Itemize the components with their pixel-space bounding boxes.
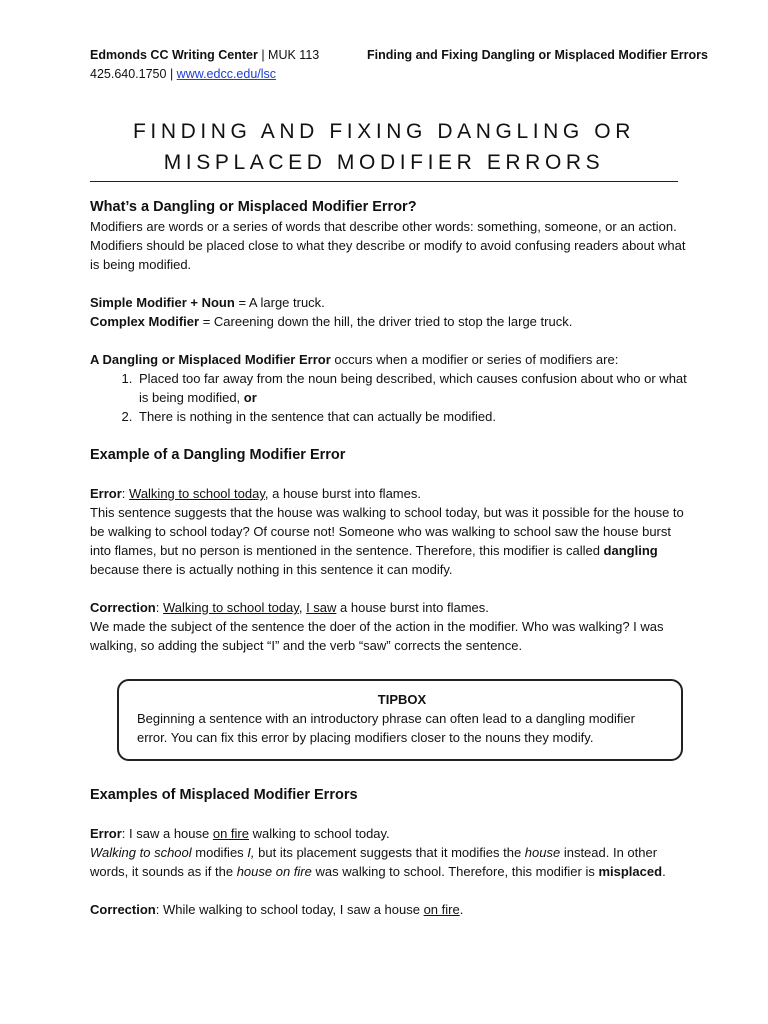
title-divider xyxy=(90,181,678,182)
dangling-explanation-b: because there is actually nothing in this sentence it can modify. xyxy=(90,562,453,577)
misplaced-correction-a: : While walking to school today, I saw a house xyxy=(155,902,424,917)
misplaced-error-line xyxy=(90,824,690,843)
misplaced-term: misplaced xyxy=(598,864,663,879)
misplaced-error-b: walking to school today. xyxy=(249,826,390,841)
dangling-explanation xyxy=(90,503,690,579)
list-item-1-or: or xyxy=(243,390,257,405)
complex-modifier-label: Complex Modifier xyxy=(90,314,200,329)
misplaced-explanation xyxy=(90,843,690,881)
simple-modifier-text: = A large truck. xyxy=(234,295,325,310)
simple-modifier-label: Simple Modifier + Noun xyxy=(90,295,235,310)
section-heading-misplaced-examples: Examples of Misplaced Modifier Errors xyxy=(90,787,358,803)
dangling-error-modifier: Walking to school today xyxy=(129,486,265,501)
misplaced-ex-italic-4: house on fire xyxy=(236,864,312,879)
header-doc-title: Finding and Fixing Dangling or Misplaced Modifier Errors xyxy=(367,48,708,62)
complex-modifier-text: = Careening down the hill, the driver tried to stop the large truck. xyxy=(199,314,573,329)
header-room: MUK 113 xyxy=(268,48,320,62)
dangling-correction-modifier: Walking to school today xyxy=(162,600,299,615)
misplaced-ex-italic-1: Walking to school xyxy=(90,845,192,860)
misplaced-ex-text-1: modifies xyxy=(191,845,248,860)
dangling-error-colon: : xyxy=(121,486,130,501)
section-heading-dangling-example: Example of a Dangling Modifier Error xyxy=(90,447,346,463)
dangling-explanation-a: This sentence suggests that the house was walking to school today, but was it possible for the house to be walking to school today? Of course not! Someone who was walking to school saw the house burst into flames, but no person is mentioned in the sentence. Therefore, this modifier is called xyxy=(90,505,684,558)
dangling-correction-subject-verb: I saw xyxy=(306,600,337,615)
intro-paragraph: Modifiers are words or a series of words that describe other words: something, someone, or an action. Modifiers should be placed close to what they describe or modify to avoid confusing readers about what is being modified. xyxy=(90,219,686,272)
header-phone: 425.640.1750 xyxy=(90,67,167,81)
tipbox xyxy=(117,679,683,761)
header-separator-2: | xyxy=(166,67,177,81)
definition-label: A Dangling or Misplaced Modifier Error xyxy=(90,352,331,367)
dangling-term: dangling xyxy=(603,543,658,558)
dangling-error-label: Error xyxy=(90,486,122,501)
misplaced-ex-italic-3: house xyxy=(524,845,561,860)
dangling-correction-line xyxy=(90,598,690,617)
tipbox-text: Beginning a sentence with an introductory phrase can often lead to a dangling modifier error. You can fix this error by placing modifiers closer to the nouns they modify. xyxy=(137,711,635,745)
header-left xyxy=(90,46,319,84)
header-separator: | xyxy=(257,48,269,62)
list-item xyxy=(136,369,690,407)
dangling-correction-label: Correction xyxy=(90,600,156,615)
definition-text: occurs when a modifier or series of modifiers are: xyxy=(330,352,619,367)
misplaced-ex-text-2: but its placement suggests that it modifies the xyxy=(254,845,525,860)
dangling-error-line xyxy=(90,484,690,503)
misplaced-correction-label: Correction xyxy=(90,902,156,917)
misplaced-correction-line xyxy=(90,900,690,919)
page-title-line-1: FINDING AND FIXING DANGLING OR xyxy=(132,120,636,143)
simple-modifier-line xyxy=(90,293,690,312)
definition-list xyxy=(90,369,690,426)
definition-line xyxy=(90,350,690,369)
header-org-line xyxy=(90,46,319,65)
tipbox-title: TIPBOX xyxy=(377,692,427,707)
document-body xyxy=(90,197,690,919)
header-url-link[interactable]: www.edcc.edu/lsc xyxy=(176,67,277,81)
misplaced-ex-italic-2: I, xyxy=(247,845,255,860)
dangling-correction-comma: , xyxy=(298,600,307,615)
header-contact-line xyxy=(90,65,319,84)
misplaced-correction-modifier: on fire xyxy=(423,902,460,917)
page-title-line-2: MISPLACED MODIFIER ERRORS xyxy=(163,151,605,174)
dangling-correction-rest: a house burst into flames. xyxy=(336,600,489,615)
misplaced-ex-text-3: instead. In other words, it sounds as if the xyxy=(90,845,658,879)
dangling-error-rest: , a house burst into flames. xyxy=(264,486,421,501)
section-heading-what-is: What’s a Dangling or Misplaced Modifier Error? xyxy=(90,199,417,215)
list-item xyxy=(136,407,690,426)
misplaced-ex-end: . xyxy=(662,864,666,879)
misplaced-error-label: Error xyxy=(90,826,122,841)
complex-modifier-line xyxy=(90,312,690,331)
dangling-correction-explanation: We made the subject of the sentence the doer of the action in the modifier. Who was walking? I was walking, so adding the subject “I” and the verb “saw” corrects the sentence. xyxy=(90,619,664,653)
header-org: Edmonds CC Writing Center xyxy=(90,48,258,62)
misplaced-correction-end: . xyxy=(459,902,464,917)
page-title xyxy=(90,116,678,178)
misplaced-error-a: : I saw a house xyxy=(121,826,213,841)
list-item-2-text: There is nothing in the sentence that can actually be modified. xyxy=(139,409,496,424)
dangling-correction-colon: : xyxy=(155,600,163,615)
list-item-1-text: Placed too far away from the noun being described, which causes confusion about who or what is being modified, xyxy=(139,371,687,405)
misplaced-ex-text-4: was walking to school. Therefore, this modifier is xyxy=(311,864,599,879)
misplaced-error-modifier: on fire xyxy=(212,826,249,841)
